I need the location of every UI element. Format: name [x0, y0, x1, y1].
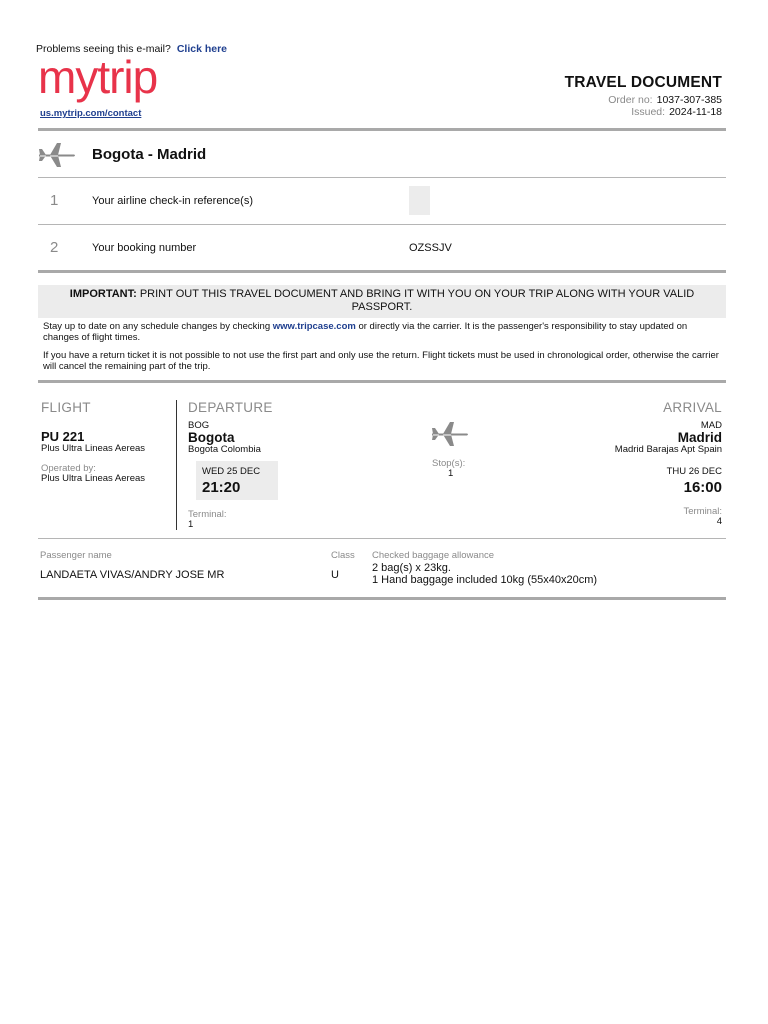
- order-label: Order no:: [608, 94, 653, 106]
- departure-terminal-label: Terminal:: [188, 509, 227, 520]
- passenger-name: LANDAETA VIVAS/ANDRY JOSE MR: [40, 569, 225, 581]
- arrival-time: 16:00: [683, 479, 722, 496]
- arrival-heading: ARRIVAL: [663, 400, 722, 415]
- arrival-airport: Madrid Barajas Apt Spain: [614, 444, 722, 455]
- departure-airport: Bogota Colombia: [188, 444, 261, 455]
- reference-number: 1: [50, 192, 59, 209]
- baggage-label: Checked baggage allowance: [372, 550, 495, 561]
- schedule-text-after: or directly via the carrier. It is the passenger's responsibility to stay updated on changes of flight times.: [43, 321, 688, 343]
- route-divider: [38, 177, 726, 178]
- airline-name: Plus Ultra Lineas Aereas: [41, 443, 146, 454]
- important-notice: [38, 285, 726, 318]
- row-divider: [38, 224, 726, 225]
- flight-divider: [38, 538, 726, 539]
- class-value: U: [331, 569, 339, 581]
- issued-label: Issued:: [631, 106, 666, 118]
- airplane-icon: [38, 142, 76, 168]
- flight-heading: FLIGHT: [41, 400, 91, 415]
- operated-by-value: Plus Ultra Lineas Aereas: [41, 473, 146, 484]
- departure-datetime-box: [196, 461, 278, 500]
- checkin-reference-label: Your airline check-in reference(s): [92, 195, 253, 207]
- booking-number-value: OZSSJV: [409, 242, 452, 254]
- schedule-notice: [43, 321, 723, 343]
- departure-city: Bogota: [188, 430, 235, 445]
- return-ticket-notice: If you have a return ticket it is not possible to not use the first part and only use the return. Flight tickets must be used in chronological order, otherwise the carrier will cancel the remaining part of the trip.: [43, 350, 719, 372]
- departure-date: WED 25 DEC: [202, 466, 261, 477]
- hand-baggage: 1 Hand baggage included 10kg (55x40x20cm): [372, 574, 598, 586]
- email-problem-line: [36, 43, 227, 55]
- schedule-text-before: Stay up to date on any schedule changes by checking: [43, 321, 271, 332]
- arrival-terminal: 4: [716, 516, 722, 527]
- arrival-terminal-label: Terminal:: [683, 506, 722, 517]
- logo-text: mytrip: [38, 55, 158, 103]
- references-divider: [38, 270, 726, 273]
- order-value: 1037-307-385: [656, 94, 722, 106]
- operated-by-label: Operated by:: [41, 463, 96, 474]
- checkin-reference-value: [409, 186, 430, 215]
- click-here-link[interactable]: Click here: [176, 43, 228, 55]
- problems-text: Problems seeing this e-mail?: [36, 43, 171, 55]
- passenger-name-label: Passenger name: [40, 550, 112, 561]
- checked-baggage: 2 bag(s) x 23kg.: [372, 562, 451, 574]
- route-title: Bogota - Madrid: [92, 146, 207, 163]
- departure-code: BOG: [188, 420, 210, 431]
- document-title: TRAVEL DOCUMENT: [564, 74, 722, 91]
- flight-number: PU 221: [41, 429, 85, 444]
- departure-time: 21:20: [202, 479, 241, 496]
- booking-number-label: Your booking number: [92, 242, 197, 254]
- stops-label: Stop(s):: [432, 458, 466, 469]
- issued-value: 2024-11-18: [669, 106, 722, 118]
- header-divider: [38, 128, 726, 131]
- class-label: Class: [331, 550, 355, 561]
- notice-divider: [38, 380, 726, 383]
- arrival-city: Madrid: [677, 430, 722, 445]
- stops-value: 1: [448, 468, 454, 479]
- tripcase-link[interactable]: www.tripcase.com: [272, 321, 356, 332]
- arrival-date: THU 26 DEC: [666, 466, 722, 477]
- arrival-code: MAD: [700, 420, 722, 431]
- airplane-icon: [431, 421, 469, 447]
- important-label: IMPORTANT:: [69, 288, 137, 300]
- departure-terminal: 1: [188, 519, 194, 530]
- issued-date: [631, 106, 722, 118]
- passenger-divider: [38, 597, 726, 600]
- important-text: PRINT OUT THIS TRAVEL DOCUMENT AND BRING IT WITH YOU ON YOUR TRIP ALONG WITH YOUR VALID PASSPORT.: [139, 288, 695, 313]
- departure-heading: DEPARTURE: [188, 400, 273, 415]
- contact-link[interactable]: us.mytrip.com/contact: [40, 108, 142, 119]
- mytrip-logo: [38, 55, 218, 105]
- flight-column-divider: [176, 400, 177, 530]
- order-number: [608, 94, 722, 106]
- reference-number: 2: [50, 239, 59, 256]
